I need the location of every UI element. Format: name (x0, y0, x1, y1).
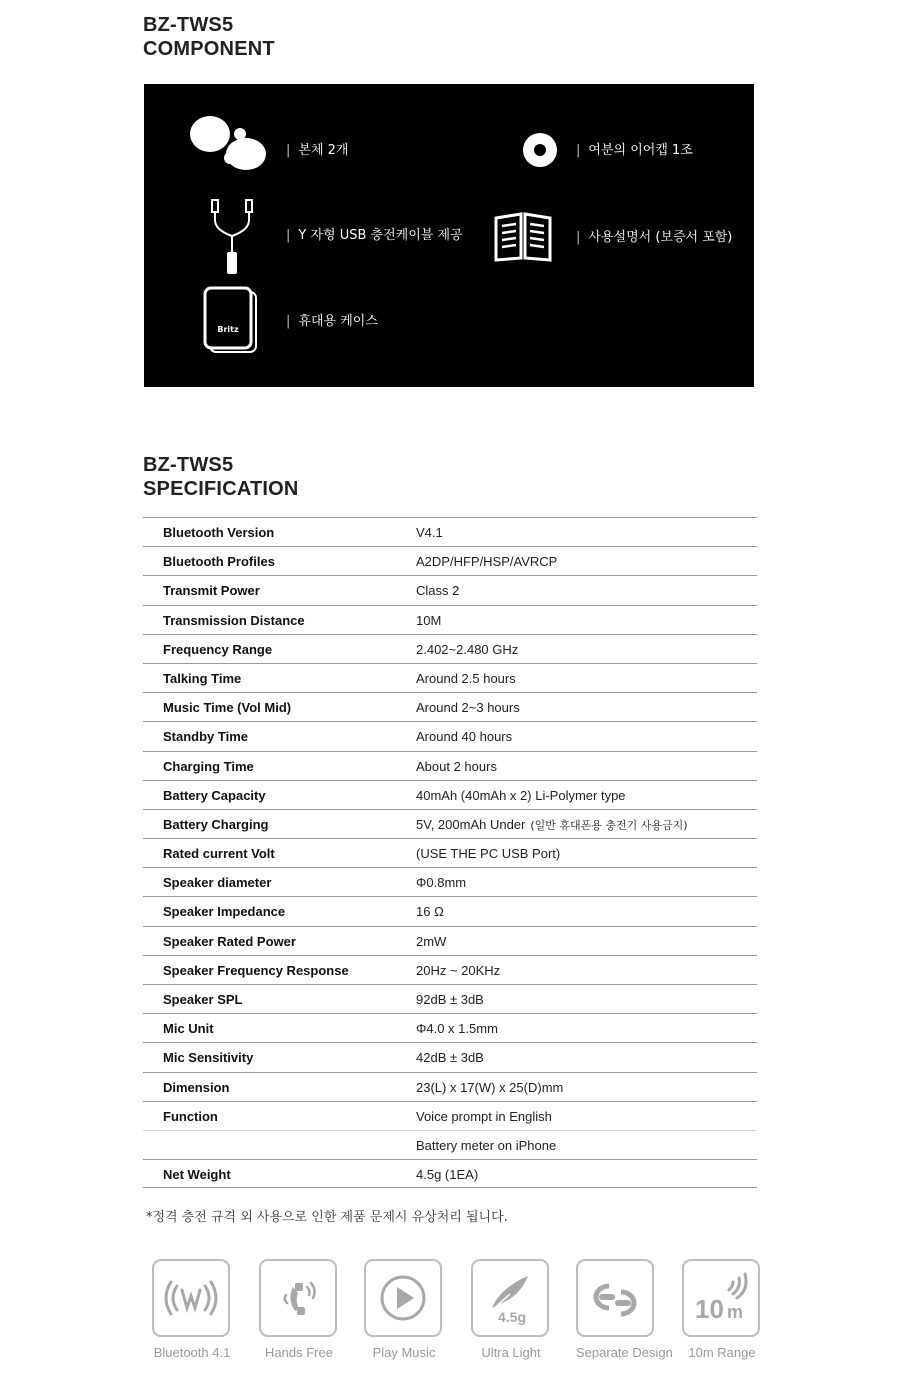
component-title: COMPONENT (143, 38, 275, 60)
case-icon (202, 286, 260, 354)
ear-cap-icon (522, 132, 558, 168)
spec-row (143, 926, 757, 955)
spec-value-text: Voice prompt in English (416, 1108, 552, 1124)
spec-row (143, 1072, 757, 1101)
spec-value (416, 992, 484, 1007)
spec-value (416, 904, 444, 919)
feature-label: Separate Design (576, 1345, 673, 1360)
spec-row (143, 546, 757, 575)
feature-range (682, 1259, 762, 1360)
spec-name: Battery Charging (163, 816, 269, 832)
spec-name: Standby Time (163, 729, 249, 745)
spec-value-text: 42dB ± 3dB (416, 1050, 484, 1066)
feature-label: Hands Free (265, 1345, 333, 1360)
feature-label: 10m Range (688, 1345, 756, 1360)
spec-value-text: 2.402~2.480 GHz (416, 641, 519, 657)
component-item-case: | 휴대용 케이스 (286, 314, 378, 329)
spec-name: Mic Unit (163, 1021, 214, 1037)
spec-value (416, 583, 459, 598)
spec-value-note: (일반 휴대폰용 충전기 사용금지) (530, 818, 688, 832)
range-badge: 10 (695, 1294, 724, 1324)
spec-name: Rated current Volt (163, 846, 275, 862)
spec-model: BZ-TWS5 (143, 454, 234, 476)
feature-ultra-light (471, 1259, 551, 1360)
spec-value-text: About 2 hours (416, 758, 497, 774)
spec-row (143, 1013, 757, 1042)
spec-value-text: (USE THE PC USB Port) (416, 846, 561, 862)
spec-name: Mic Sensitivity (163, 1050, 254, 1066)
spec-value (416, 729, 512, 744)
spec-value (416, 963, 500, 978)
spec-value (416, 1167, 478, 1182)
spec-name: Battery Capacity (163, 787, 266, 803)
manual-icon (494, 212, 552, 262)
spec-value (416, 671, 516, 686)
spec-value (416, 700, 520, 715)
spec-row (143, 809, 757, 838)
separate-earbuds-icon (587, 1278, 643, 1318)
spec-name: Speaker SPL (163, 992, 243, 1007)
spec-value-text: 4.5g (1EA) (416, 1167, 479, 1183)
spec-name: Dimension (163, 1079, 230, 1095)
spec-name: Transmission Distance (163, 612, 305, 628)
play-icon (378, 1273, 428, 1323)
component-model: BZ-TWS5 (143, 14, 234, 36)
spec-value-text: Around 2.5 hours (416, 670, 516, 686)
spec-value (416, 817, 688, 833)
spec-name: Speaker Impedance (163, 904, 286, 920)
spec-name: Talking Time (163, 670, 242, 686)
spec-value (416, 788, 626, 803)
spec-row (143, 605, 757, 634)
spec-value-text: 40mAh (40mAh x 2) Li-Polymer type (416, 787, 626, 803)
spec-row (143, 1101, 757, 1130)
component-item-earbuds: | 본체 2개 (286, 143, 349, 158)
spec-heading (143, 453, 299, 501)
spec-row (143, 1130, 757, 1159)
feature-separate-design (576, 1259, 673, 1360)
spec-footnote: *정격 충전 규격 외 사용으로 인한 제품 문제시 유상처리 됩니다. (146, 1210, 508, 1225)
weight-badge: 4.5g (497, 1309, 527, 1325)
range-signal-icon (691, 1270, 751, 1326)
spec-title: SPECIFICATION (143, 478, 299, 500)
spec-value (416, 846, 560, 861)
feature-label: Bluetooth 4.1 (153, 1345, 231, 1360)
spec-value-text: A2DP/HFP/HSP/AVRCP (416, 554, 558, 570)
spec-value (416, 759, 497, 774)
spec-name: Charging Time (163, 758, 254, 774)
spec-row (143, 721, 757, 750)
spec-row (143, 867, 757, 896)
spec-row (143, 896, 757, 925)
spec-value-text: 20Hz ~ 20KHz (416, 962, 501, 978)
spec-table (143, 517, 757, 1188)
spec-name: Bluetooth Profiles (163, 554, 275, 570)
earbuds-icon (188, 112, 270, 172)
phone-icon (273, 1273, 323, 1323)
spec-row (143, 634, 757, 663)
component-item-cable: | Y 자형 USB 충전케이블 제공 (286, 228, 463, 243)
spec-name: Net Weight (163, 1167, 231, 1183)
component-panel (144, 84, 754, 387)
feature-bluetooth (152, 1259, 232, 1360)
spec-value-text: 5V, 200mAh Under (416, 816, 526, 832)
spec-value-text: Around 2~3 hours (416, 700, 520, 716)
component-heading (143, 13, 275, 61)
feature-play-music (364, 1259, 444, 1360)
spec-name: Bluetooth Version (163, 525, 275, 540)
spec-row (143, 984, 757, 1013)
feature-label: Ultra Light (481, 1345, 541, 1360)
spec-value-text: 2mW (416, 933, 447, 949)
bluetooth-wave-icon (163, 1270, 219, 1326)
feather-icon (480, 1268, 540, 1328)
spec-value-text: Around 40 hours (416, 729, 513, 745)
spec-value (416, 934, 446, 949)
spec-row (143, 575, 757, 604)
spec-value-text: 92dB ± 3dB (416, 992, 484, 1007)
spec-value-text: 23(L) x 17(W) x 25(D)mm (416, 1079, 564, 1095)
spec-row (143, 663, 757, 692)
spec-value (416, 1080, 563, 1095)
spec-value-text: 10M (416, 612, 442, 628)
spec-row (143, 838, 757, 867)
component-item-earcap: | 여분의 이어캡 1조 (576, 143, 693, 158)
spec-value-text: Battery meter on iPhone (416, 1137, 557, 1153)
spec-name: Function (163, 1108, 218, 1124)
spec-value (416, 554, 557, 569)
spec-value (416, 613, 441, 628)
spec-value-text: Class 2 (416, 583, 460, 599)
feature-label: Play Music (372, 1345, 436, 1360)
spec-row (143, 1159, 757, 1188)
spec-name: Transmit Power (163, 583, 260, 599)
spec-name: Speaker Frequency Response (163, 962, 349, 978)
spec-name: Frequency Range (163, 641, 273, 657)
spec-value (416, 875, 466, 890)
spec-value-text: V4.1 (416, 525, 443, 540)
spec-value (416, 1138, 556, 1153)
spec-value (416, 1050, 484, 1065)
spec-row (143, 1042, 757, 1071)
spec-value (416, 1021, 498, 1036)
spec-row (143, 517, 757, 546)
spec-row (143, 692, 757, 721)
range-unit: m (727, 1302, 744, 1322)
case-brand-text: Britz (217, 325, 239, 334)
spec-value-text: Φ0.8mm (416, 875, 467, 891)
component-item-manual: | 사용설명서 (보증서 포함) (576, 230, 733, 245)
spec-row (143, 751, 757, 780)
spec-value-text: 16 Ω (416, 904, 444, 920)
spec-row (143, 780, 757, 809)
spec-row (143, 955, 757, 984)
spec-value (416, 642, 518, 657)
spec-value (416, 1109, 552, 1124)
spec-name: Music Time (Vol Mid) (163, 700, 292, 716)
feature-hands-free (259, 1259, 339, 1360)
spec-name: Speaker diameter (163, 875, 272, 891)
spec-name: Speaker Rated Power (163, 933, 296, 949)
spec-value (416, 525, 443, 540)
y-usb-cable-icon (208, 198, 258, 278)
spec-value-text: Φ4.0 x 1.5mm (416, 1021, 498, 1037)
